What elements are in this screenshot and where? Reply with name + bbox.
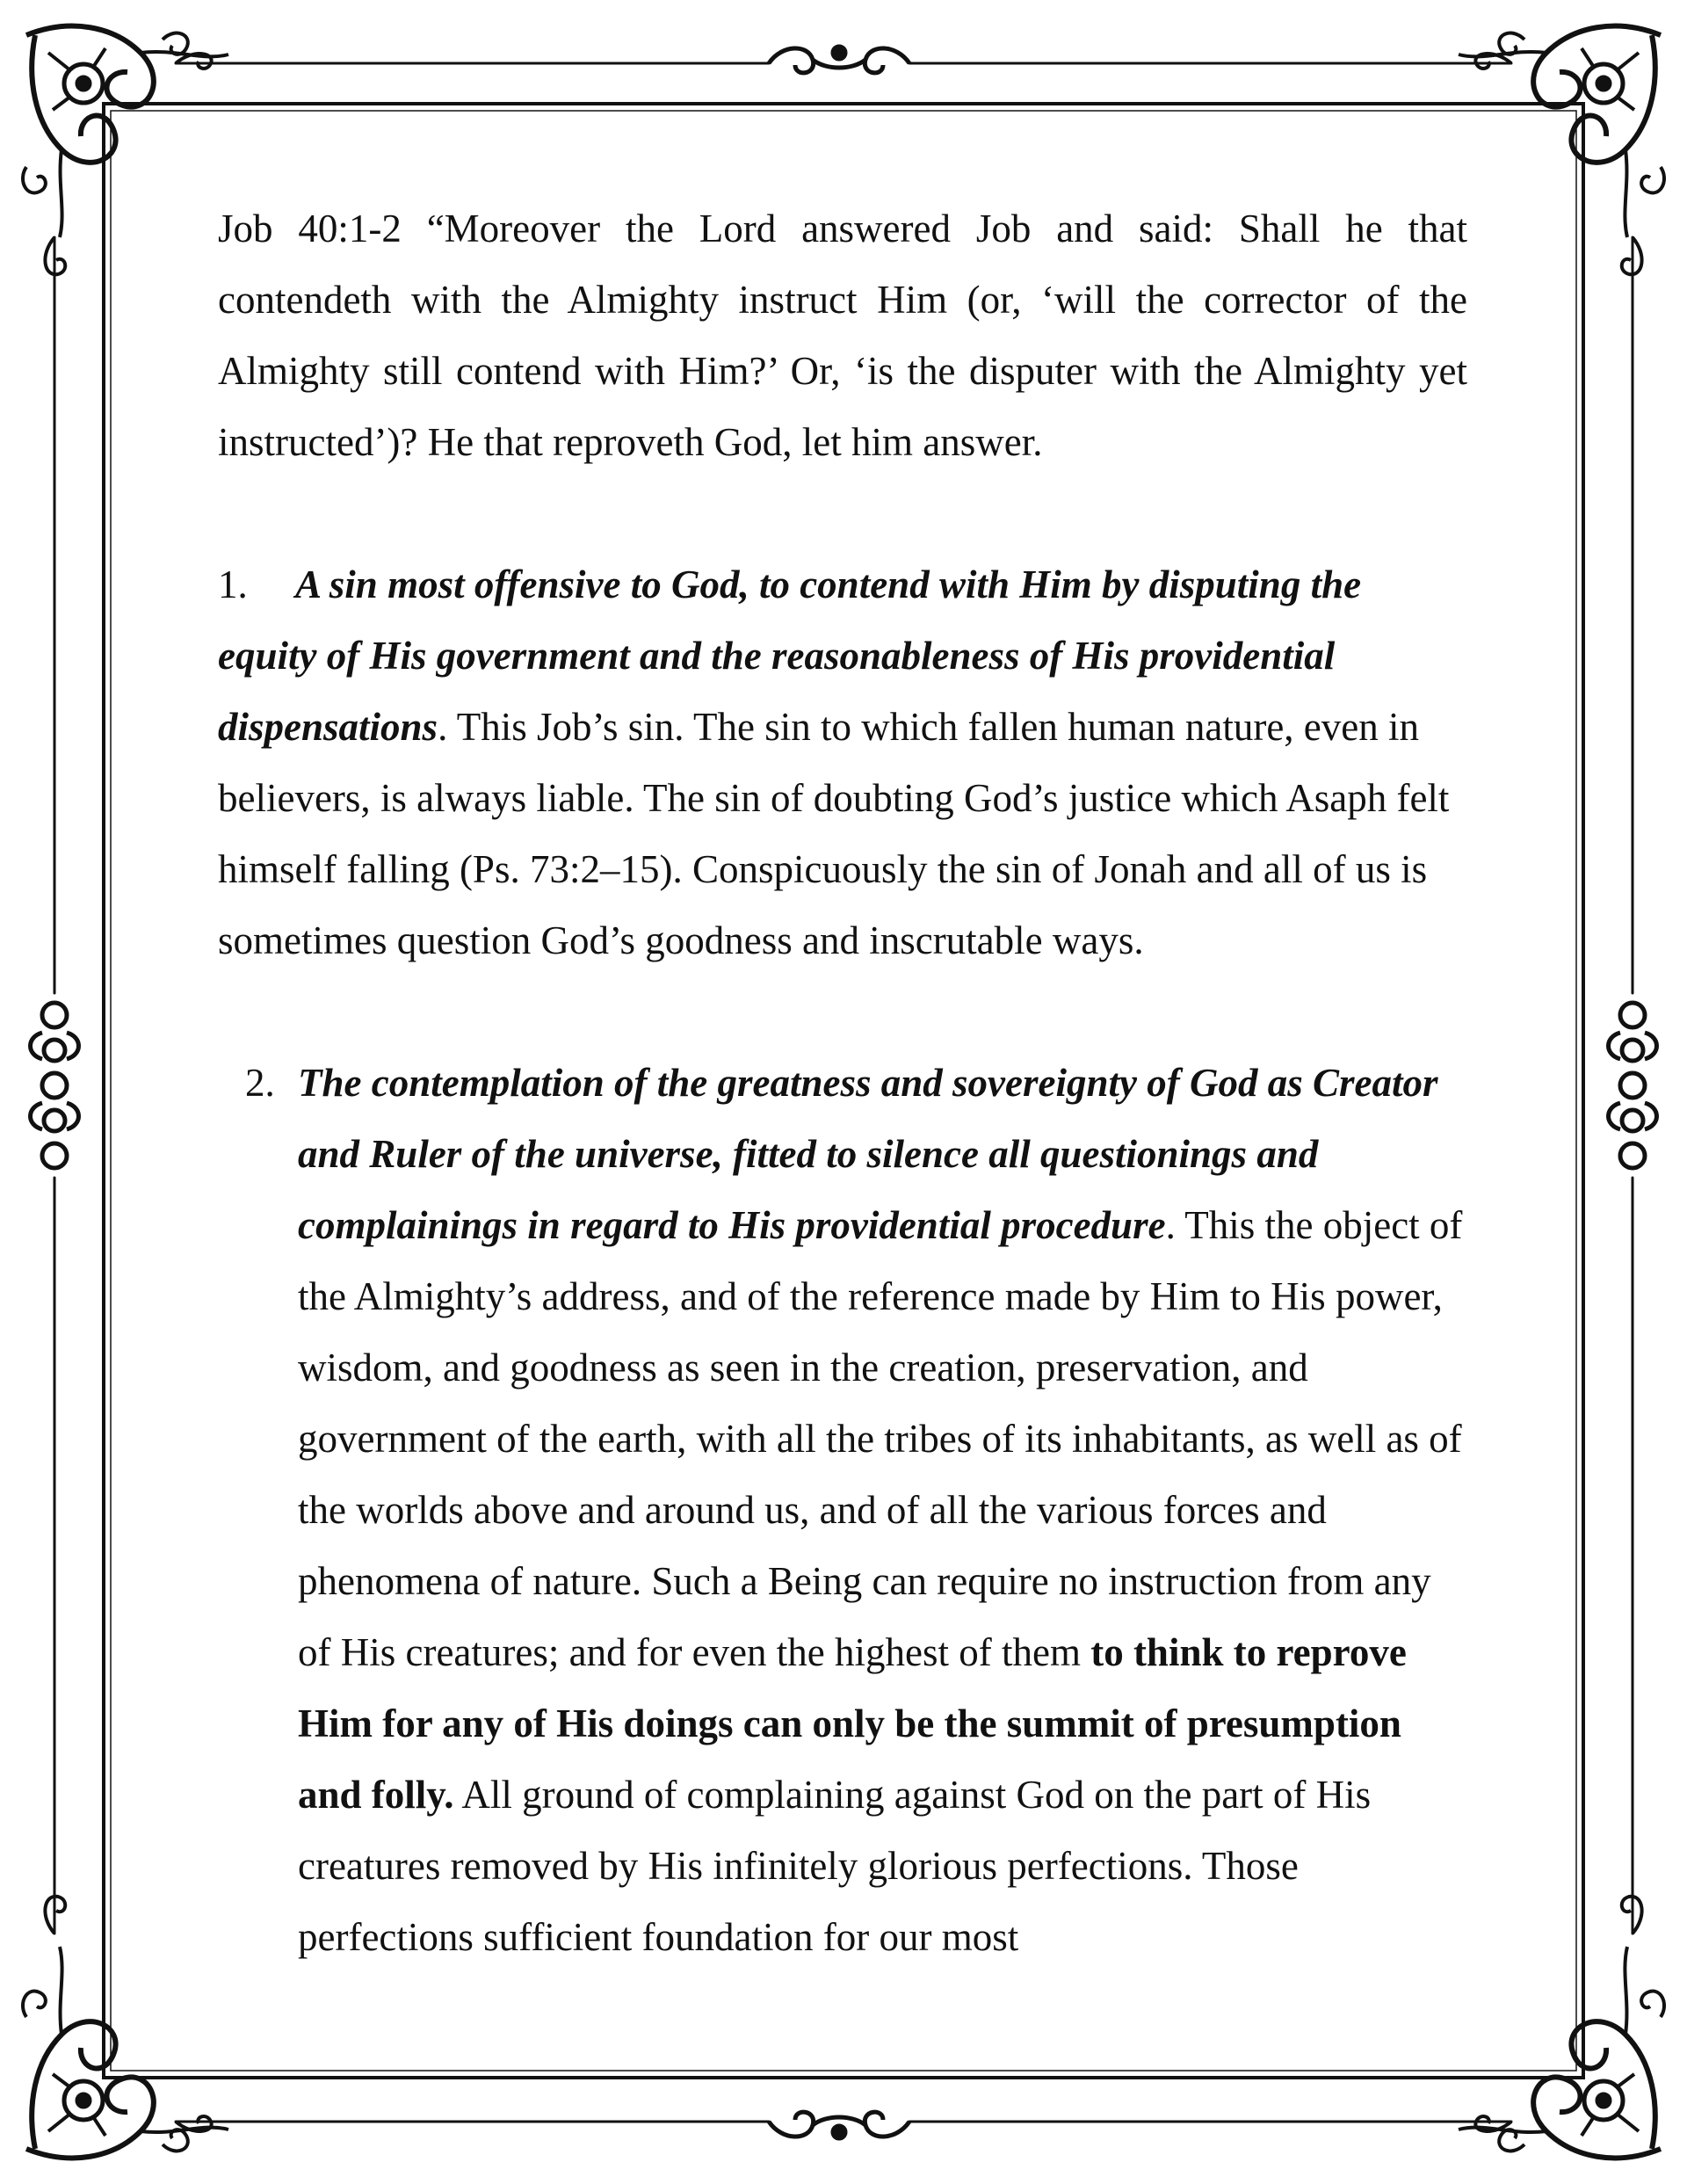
page-text <box>218 193 1467 1973</box>
point-1 <box>218 549 1467 976</box>
point-1-number: 1. <box>218 562 248 606</box>
point-2-number: 2. <box>245 1061 275 1105</box>
left-side-ornament <box>31 1003 79 1168</box>
point-2-emphasis: to think to reprove Him for any of His doings can only be the summit of presumption and folly. <box>298 1630 1407 1817</box>
top-center-ornament <box>769 47 909 73</box>
point-1-heading: A sin most offensive to God, to contend with Him by disputing the equity of His government and the reasonableness of His providential dispensations <box>218 562 1362 749</box>
point-1-body: . This Job’s sin. The sin to which fallen human nature, even in believers, is always liable. The sin of doubting God’s justice which Asaph felt himself falling (Ps. 73:2–15). Conspicuously the sin of Jonah and all of us is sometimes question God’s goodness and inscrutable ways. <box>218 705 1450 962</box>
intro-paragraph: Job 40:1-2 “Moreover the Lord answered Job and said: Shall he that contendeth with the Almighty instruct Him (or, ‘will the corrector of the Almighty still contend with Him?’ Or, ‘is the disputer with the Almighty yet instructed’)? He that reproveth God, let him answer. <box>218 207 1467 464</box>
corner-ornament-top-right <box>1459 26 1664 237</box>
right-side-ornament <box>1609 1003 1657 1168</box>
point-2-heading: The contemplation of the greatness and sovereignty of God as Creator and Ruler of the universe, fitted to silence all questionings and complainings in regard to His providential procedure <box>298 1061 1438 1247</box>
top-right-flourish <box>1475 54 1511 69</box>
corner-ornament-top-left <box>23 26 228 237</box>
bottom-center-ornament <box>769 2112 909 2138</box>
corner-ornament-bottom-left <box>23 1947 228 2158</box>
point-2-body-b: All ground of complaining against God on the part of His creatures removed by His infinitely glorious perfections. Those perfections sufficient foundation for our most <box>298 1773 1372 1959</box>
point-2-body-a: . This the object of the Almighty’s address, and of the reference made by Him to His power, wisdom, and goodness as seen in the creation, preservation, and government of the earth, with all the tribes of its inhabitants, as well as of the worlds above and around us, and of all the various forces and phenomena of nature. Such a Being can require no instruction from any of His creatures; and for even the highest of them <box>298 1203 1463 1674</box>
point-2 <box>218 1048 1467 1973</box>
corner-ornament-bottom-right <box>1459 1947 1664 2158</box>
top-left-flourish <box>176 54 212 69</box>
